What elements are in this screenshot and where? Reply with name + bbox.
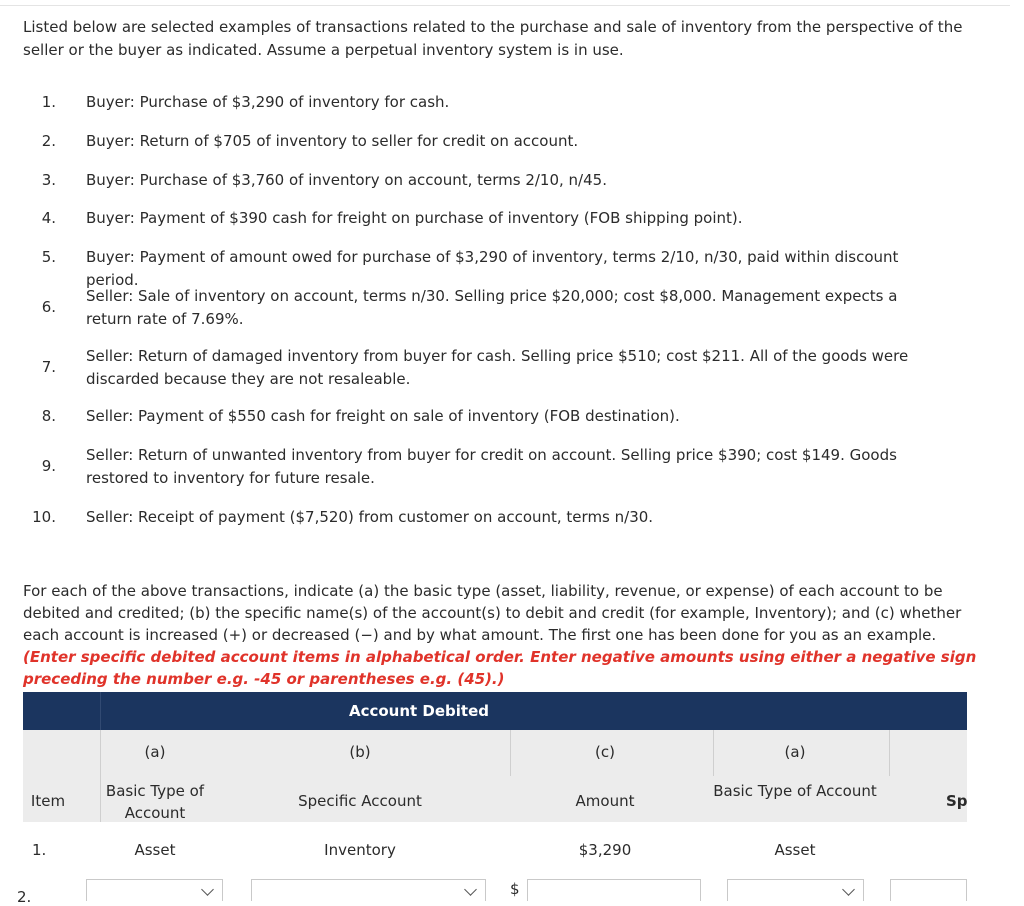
specific-account-select-2[interactable]	[890, 879, 967, 901]
table-group-header	[23, 692, 967, 730]
col-specific-account-header-2: Sp	[946, 792, 968, 810]
dollar-sign: $	[510, 880, 520, 898]
next-item-number: 2.	[17, 888, 32, 906]
example-specific-account: Inventory	[324, 841, 396, 859]
example-amount: $3,290	[578, 841, 632, 859]
instructions-text: For each of the above transactions, indicate (a) the basic type (asset, liability, revenue, or expense) of each account to be debited and credited; (b) the specific name(s) of the account(s) to debit and credit (for example, Inventory); and (c) whether each account is increased (+) or decreased (−) and by what amount. The first one has been done for you as an example.	[23, 582, 962, 644]
instructions-paragraph	[23, 580, 983, 690]
table-column-headers	[23, 730, 967, 822]
chevron-down-icon	[201, 883, 214, 896]
instructions-emphasis: (Enter specific debited account items in alphabetical order. Enter negative amounts using either a negative sign preceding the number e.g. -45 or parentheses e.g. (45).)	[23, 648, 977, 688]
journal-table	[23, 692, 1024, 897]
col-specific-account-header: Specific Account	[298, 792, 422, 810]
basic-type-select-2[interactable]	[727, 879, 864, 901]
column-divider	[889, 730, 890, 776]
col-basic-type-header-2: Basic Type of Account	[713, 782, 877, 800]
col-letter-c: (c)	[595, 743, 615, 761]
amount-input[interactable]	[527, 879, 701, 901]
col-basic-type-header: Basic Type of Account	[105, 782, 205, 822]
example-basic-type-2: Asset	[774, 841, 816, 859]
intro-paragraph: Listed below are selected examples of transactions related to the purchase and sale of inventory from the perspective of the seller or the buyer as indicated. Assume a perpetual inventory system is in use.	[23, 18, 963, 59]
example-item-number: 1.	[32, 841, 47, 859]
col-letter-b: (b)	[349, 743, 371, 761]
col-letter-a2: (a)	[784, 743, 806, 761]
col-letter-a: (a)	[144, 743, 166, 761]
chevron-down-icon	[842, 883, 855, 896]
top-divider	[0, 5, 1010, 6]
chevron-down-icon	[464, 883, 477, 896]
col-item-header: Item	[30, 792, 66, 810]
basic-type-select[interactable]	[86, 879, 223, 901]
example-basic-type: Asset	[134, 841, 176, 859]
account-debited-header: Account Debited	[348, 702, 490, 720]
specific-account-select[interactable]	[251, 879, 486, 901]
col-amount-header: Amount	[575, 792, 635, 810]
